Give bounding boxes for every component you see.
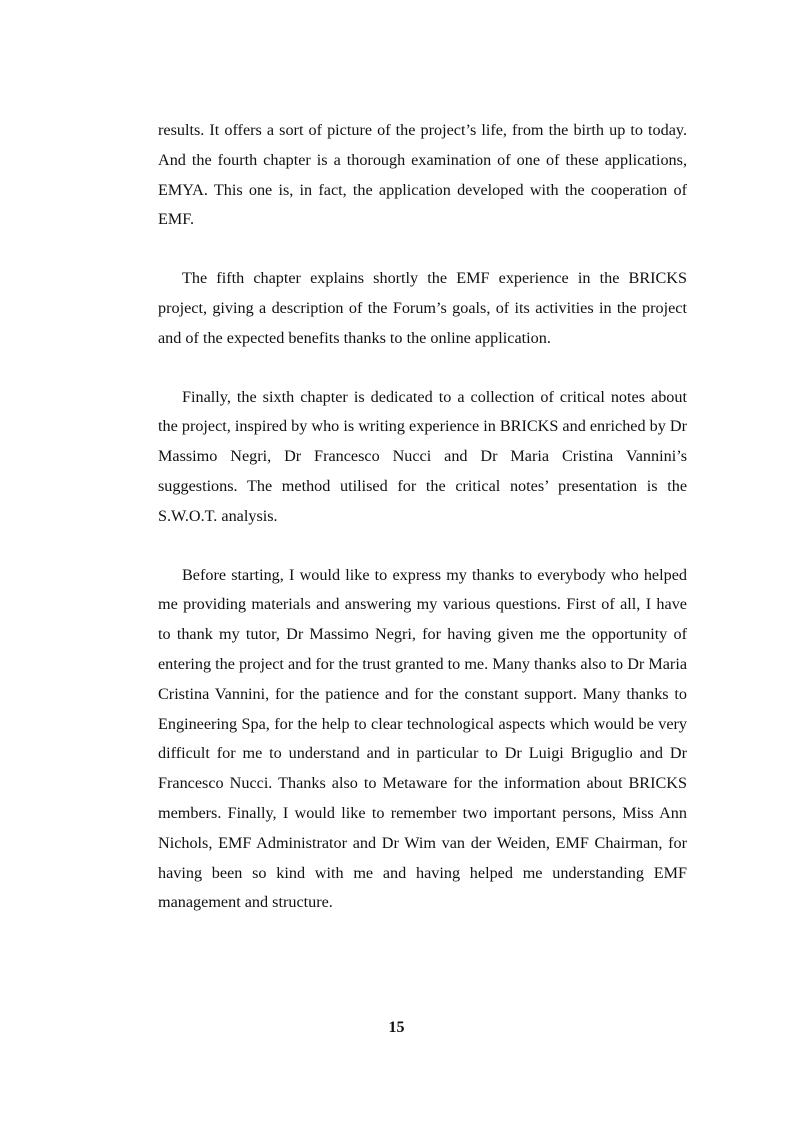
paragraph-fifth-chapter: The fifth chapter explains shortly the EMF experience in the BRICKS project, giving a description of the Forum’s goals, of its activities in the project and of the expected benefits thanks to the online application.: [158, 269, 687, 347]
page-number: 15: [388, 1019, 405, 1036]
body-text: [158, 116, 687, 947]
paragraph-sixth-chapter: Finally, the sixth chapter is dedicated to a collection of critical notes about the project, inspired by who is writing experience in BRICKS and enriched by Dr Massimo Negri, Dr Francesco Nucci and Dr Maria Cristina Vannini’s suggestions. The method utilised for the critical notes’ presentation is the S.W.O.T. analysis.: [158, 387, 687, 525]
paragraph-continuation: results. It offers a sort of picture of the project’s life, from the birth up to today. And the fourth chapter is a thorough examination of one of these applications, EMYA. This one is, in fact, the application developed with the cooperation of EMF.: [158, 121, 687, 229]
paragraph-acknowledgements: Before starting, I would like to express my thanks to everybody who helped me providing materials and answering my various questions. First of all, I have to thank my tutor, Dr Massimo Negri, for having given me the opportunity of entering the project and for the trust granted to me. Many thanks also to Dr Maria Cristina Vannini, for the patience and for the constant support. Many thanks to Engineering Spa, for the help to clear technological aspects which would be very difficult for me to understand and in particular to Dr Luigi Briguglio and Dr Francesco Nucci. Thanks also to Metaware for the information about BRICKS members. Finally, I would like to remember two important persons, Miss Ann Nichols, EMF Administrator and Dr Wim van der Weiden, EMF Chairman, for having been so kind with me and having helped me understanding EMF management and structure.: [158, 565, 687, 912]
